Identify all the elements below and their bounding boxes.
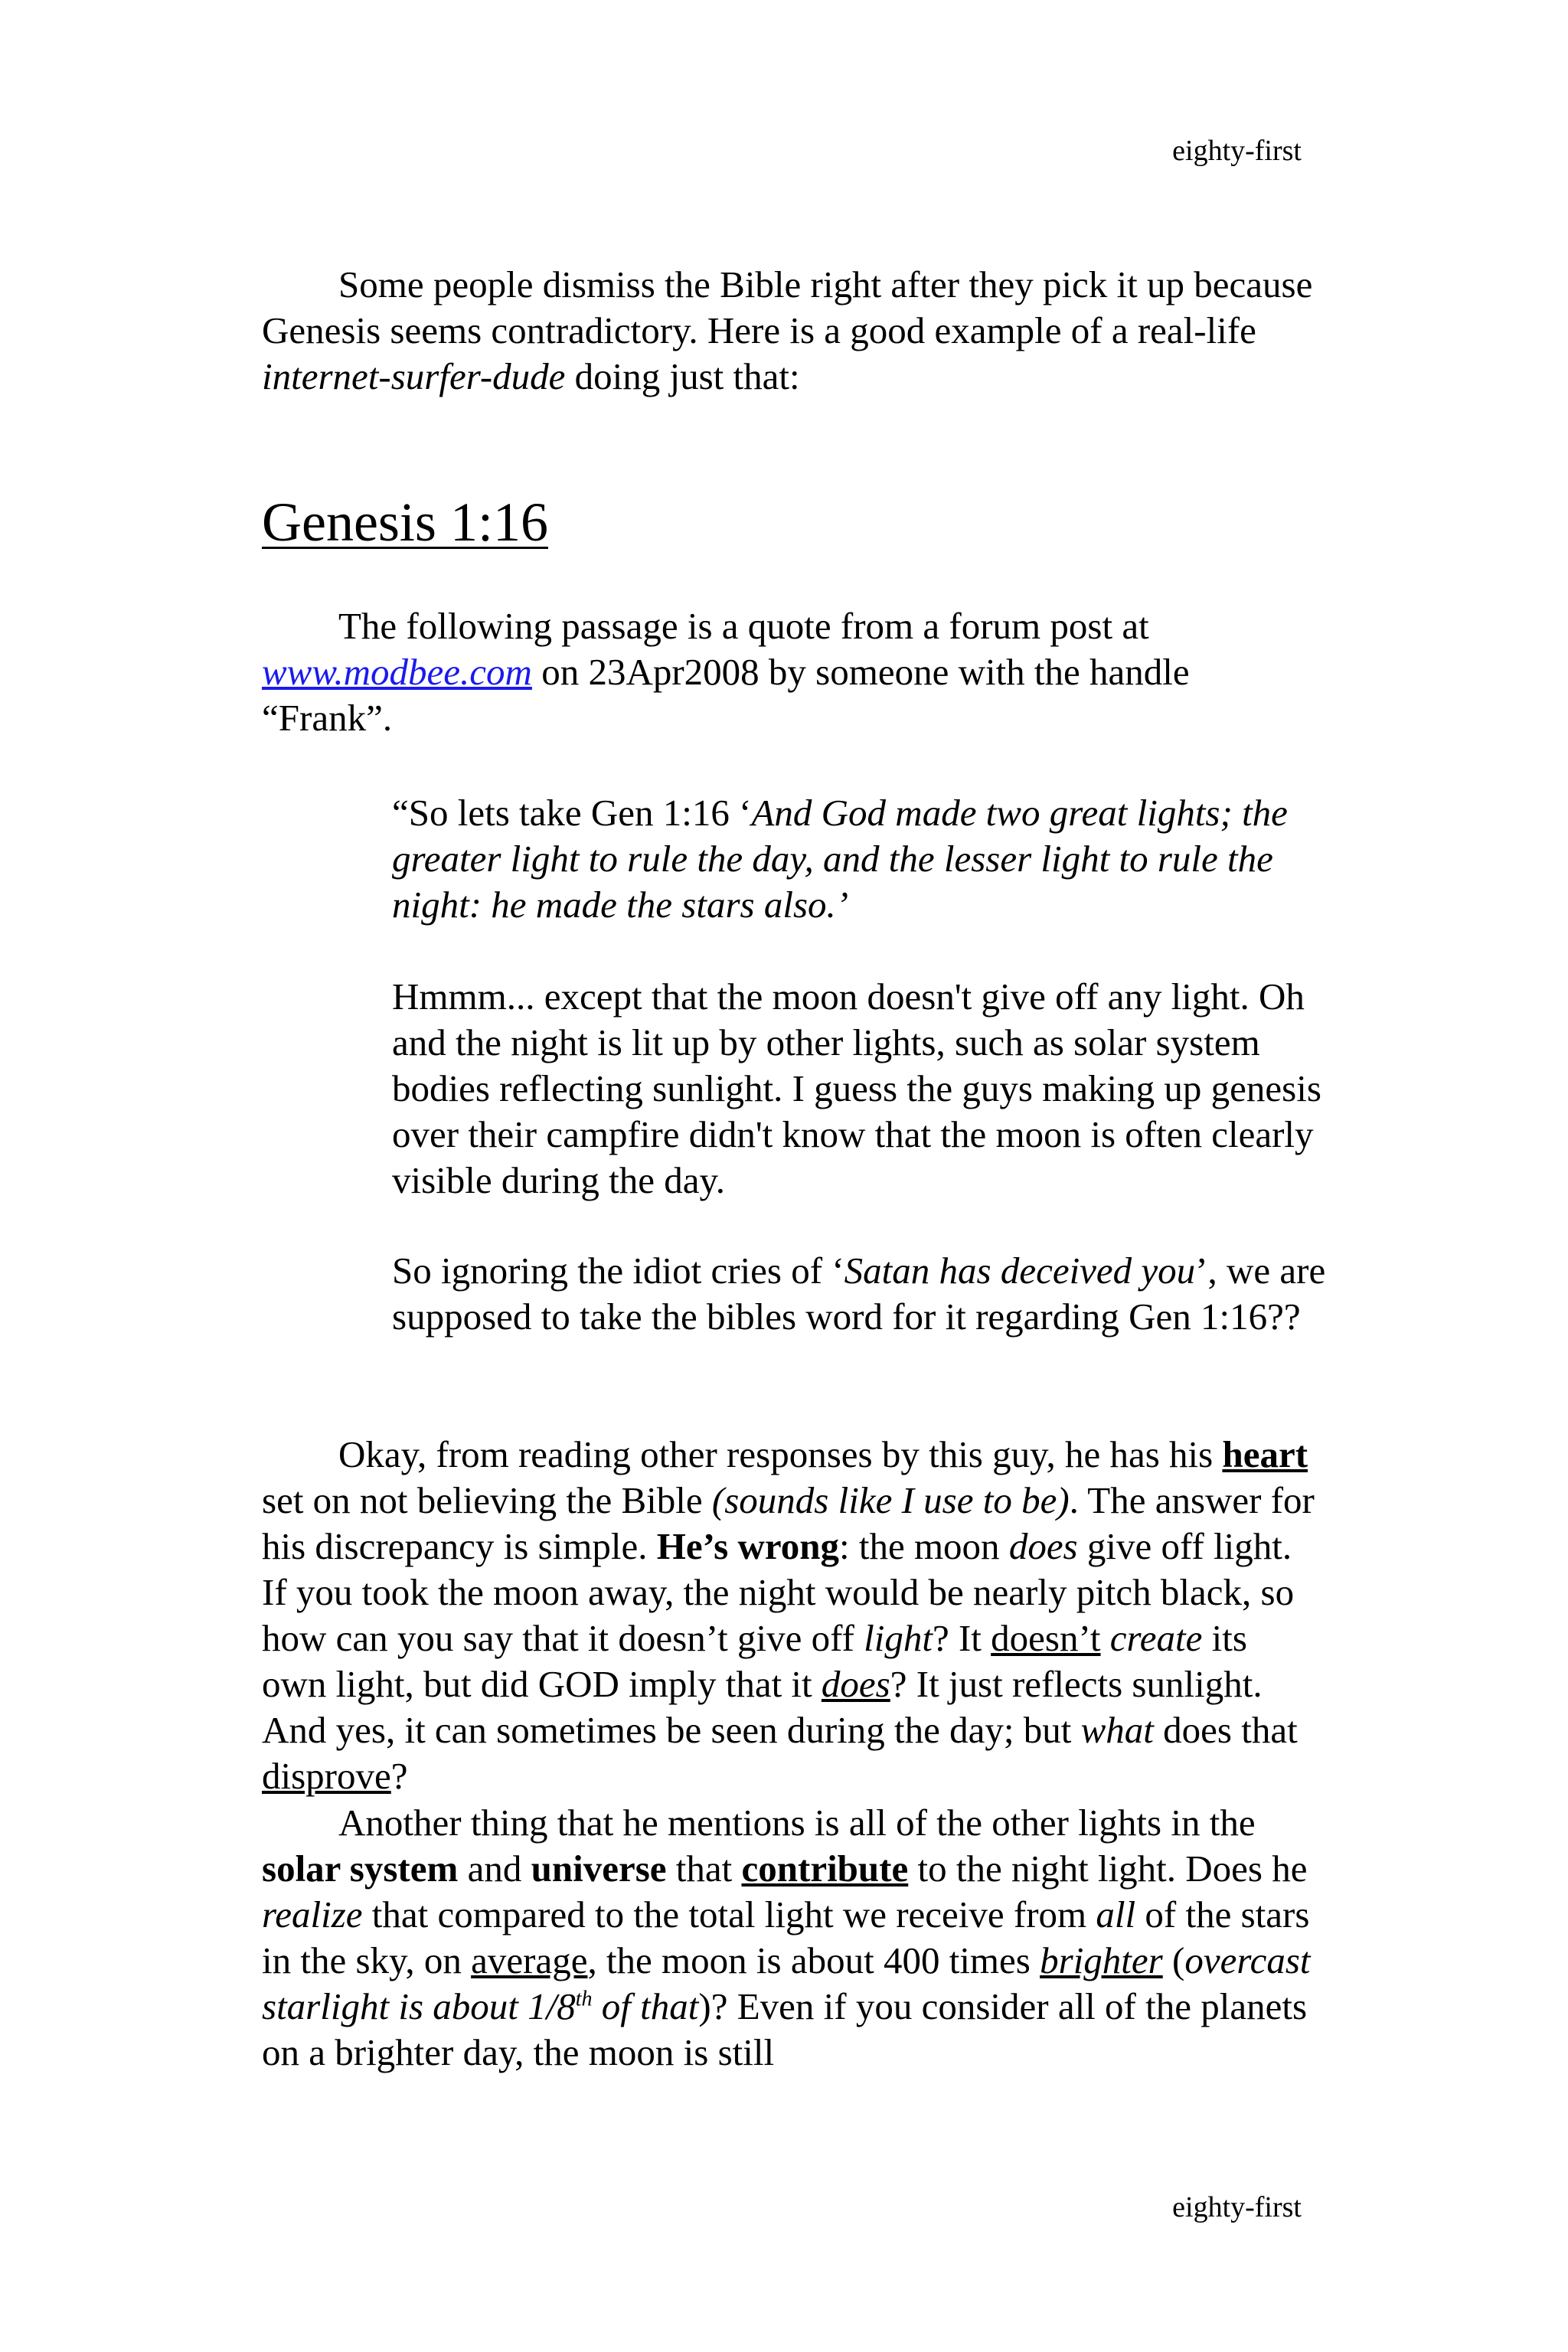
text: of the stars in the sky, on: [262, 1893, 1310, 1981]
emphasis-text: what: [1080, 1709, 1154, 1751]
emphasis-text: heart: [1222, 1433, 1308, 1475]
emphasis-text: average: [471, 1939, 588, 1981]
blockquote-paragraph-3: [392, 1248, 1326, 1340]
text: The following passage is a quote from a forum post at: [338, 605, 1149, 647]
intro-paragraph: [262, 262, 1318, 400]
text: doing just that:: [565, 355, 800, 397]
text: So ignoring the idiot cries of ‘: [392, 1250, 844, 1292]
emphasis-text: all: [1096, 1893, 1136, 1936]
text: )? Even if you consider all of the planets on a brighter day, the moon is still: [262, 1985, 1308, 2073]
response-paragraph-1: [262, 1432, 1318, 1799]
emphasis-text: light: [864, 1617, 933, 1659]
emphasis-text: does: [1008, 1525, 1078, 1567]
text: and: [458, 1847, 531, 1890]
text: ?: [390, 1755, 408, 1797]
text: does that: [1153, 1709, 1298, 1751]
emphasis-text: overcast starlight is about 1/8: [262, 1939, 1311, 2027]
text: its own light, but did GOD imply that it: [262, 1617, 1247, 1705]
blockquote-paragraph-2: Hmmm... except that the moon doesn't give off any light. Oh and the night is lit up by other lights, such as solar system bodies reflecting sunlight. I guess the guys making up genesis over their campfire didn't know that the moon is often clearly visible during the day.: [392, 975, 1321, 1201]
text: [1101, 1617, 1110, 1659]
text: that compared to the total light we receive from: [362, 1893, 1096, 1936]
emphasis-text: Satan has deceived you: [844, 1250, 1196, 1292]
text: ? It: [932, 1617, 991, 1659]
text: Okay, from reading other responses by this guy, he has his: [338, 1433, 1223, 1475]
emphasis-text: disprove: [262, 1755, 391, 1797]
text: set on not believing the Bible: [262, 1479, 712, 1521]
running-footer: eighty-first: [1172, 2191, 1302, 2223]
response-paragraph-2: [262, 1800, 1318, 2076]
emphasis-text: solar system: [262, 1847, 459, 1890]
running-header: eighty-first: [1172, 135, 1302, 167]
text: Some people dismiss the Bible right after they pick it up because Genesis seems contradictory. Here is a good example of a real-life: [262, 263, 1313, 351]
text: Another thing that he mentions is all of the other lights in the: [338, 1802, 1256, 1844]
quote-intro-paragraph: [262, 603, 1318, 741]
text: to the night light. Does he: [908, 1847, 1308, 1890]
emphasis-text: He’s wrong: [656, 1525, 839, 1567]
emphasis-text: realize: [262, 1893, 363, 1936]
emphasis-text: create: [1109, 1617, 1203, 1659]
scripture-quote: And God made two great lights; the greater light to rule the day, and the lesser light to rule the night: he made the stars also.’: [392, 792, 1288, 926]
emphasis-text: internet-surfer-dude: [262, 355, 566, 397]
modbee-link[interactable]: www.modbee.com: [262, 651, 532, 693]
emphasis-text: contribute: [741, 1847, 909, 1890]
text: “So lets take Gen 1:16 ‘: [392, 792, 752, 834]
text: (: [1162, 1939, 1185, 1981]
emphasis-text: of that: [592, 1985, 699, 2027]
superscript-text: th: [575, 1987, 593, 2011]
section-heading: Genesis 1:16: [262, 492, 548, 553]
text: give off light. If you took the moon away, the night would be nearly pitch black, so how can you say that it doesn’t give off: [262, 1525, 1295, 1659]
text: ’, we are supposed to take the bibles word for it regarding Gen 1:16??: [392, 1250, 1326, 1338]
text: ? It just reflects sunlight. And yes, it can sometimes be seen during the day; but: [262, 1663, 1263, 1751]
text: that: [666, 1847, 742, 1890]
text: : the moon: [838, 1525, 1009, 1567]
emphasis-text: does: [821, 1663, 890, 1705]
emphasis-text: universe: [531, 1847, 667, 1890]
text: . The answer for his discrepancy is simple.: [262, 1479, 1315, 1567]
text: on 23Apr2008 by someone with the handle “Frank”.: [262, 651, 1190, 739]
emphasis-text: (sounds like I use to be): [711, 1479, 1070, 1521]
text: , the moon is about 400 times: [587, 1939, 1040, 1981]
emphasis-text: doesn’t: [991, 1617, 1101, 1659]
emphasis-text: brighter: [1040, 1939, 1163, 1981]
blockquote-paragraph-1: [392, 790, 1326, 928]
